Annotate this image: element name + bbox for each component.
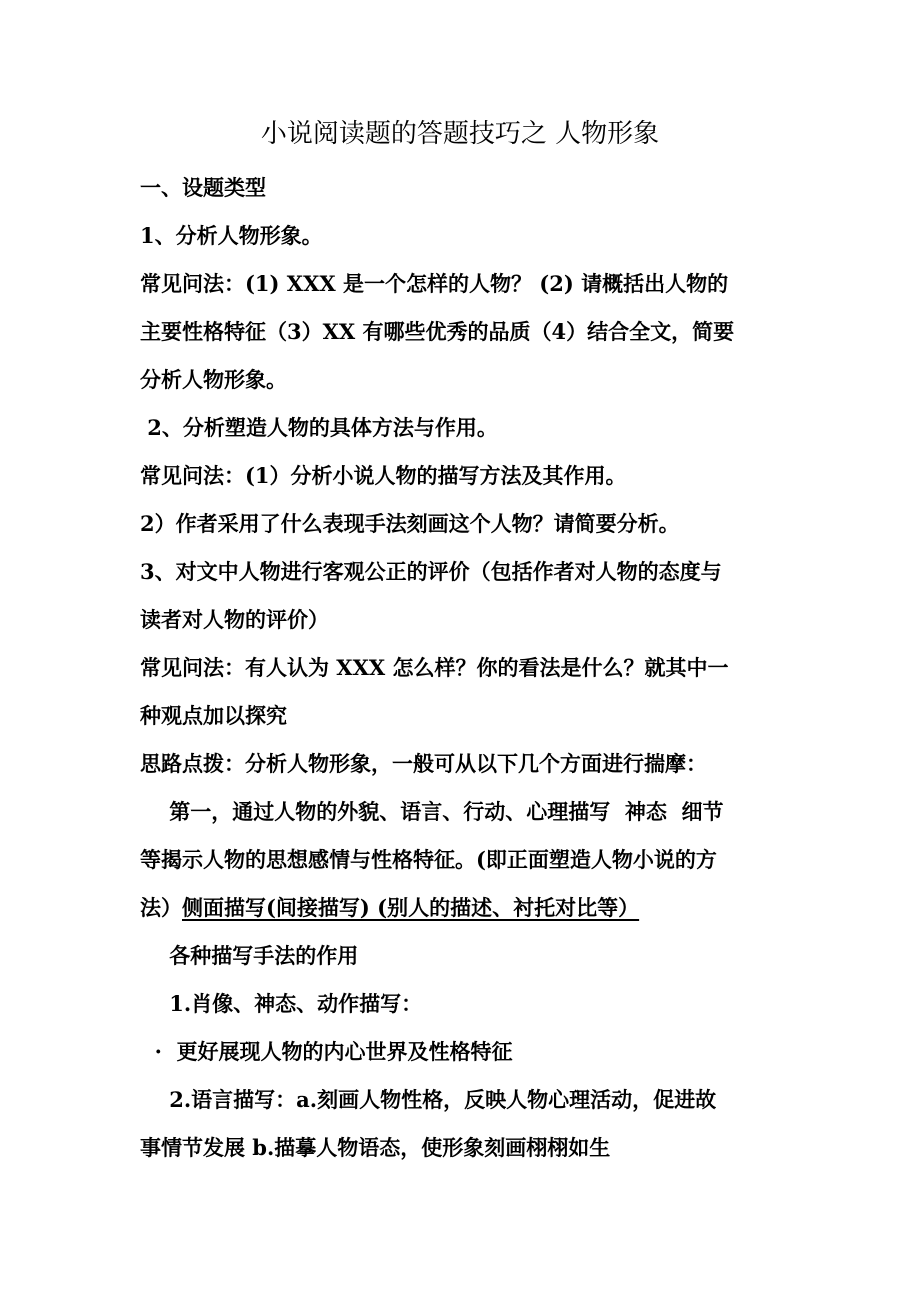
paragraph-line: 读者对人物的评价）	[140, 607, 329, 632]
paragraph-line: 思路点拨：分析人物形象，一般可从以下几个方面进行揣摩：	[140, 751, 707, 776]
paragraph-line: 2）作者采用了什么表现手法刻画这个人物？请简要分析。	[140, 511, 680, 536]
underlined-text: 侧面描写(间接描写) (别人的描述、衬托对比等）	[182, 895, 640, 920]
page-title: 小说阅读题的答题技巧之 人物形象	[260, 119, 660, 149]
paragraph-line: 分析人物形象。	[140, 367, 287, 392]
paragraph-line	[140, 892, 790, 924]
paragraph-line: 第一，通过人物的外貌、语言、行动、心理描写 神态 细节	[140, 799, 724, 824]
list-item: 2.语言描写：a.刻画人物性格，反映人物心理活动，促进故	[140, 1087, 717, 1112]
paragraph-line: 常见问法：(1) XXX 是一个怎样的人物？ (2) 请概括出人物的	[140, 271, 729, 296]
paragraph-text: 法）	[140, 895, 182, 920]
bullet-item: · 更好展现人物的内心世界及性格特征	[140, 1039, 513, 1064]
item-heading-2: 2、分析塑造人物的具体方法与作用。	[140, 415, 498, 440]
paragraph-line: 常见问法：有人认为 XXX 怎么样？你的看法是什么？就其中一	[140, 655, 729, 680]
section-heading: 一、设题类型	[140, 175, 266, 200]
paragraph-line: 等揭示人物的思想感情与性格特征。(即正面塑造人物小说的方	[140, 847, 717, 872]
paragraph-line: 常见问法：(1）分析小说人物的描写方法及其作用。	[140, 463, 627, 488]
paragraph-line: 种观点加以探究	[140, 703, 287, 728]
paragraph-line: 事情节发展 b.描摹人物语态，使形象刻画栩栩如生	[140, 1135, 611, 1160]
list-item: 1.肖像、神态、动作描写：	[140, 991, 423, 1016]
item-heading-3: 3、对文中人物进行客观公正的评价（包括作者对人物的态度与	[140, 559, 722, 584]
paragraph-line: 主要性格特征（3）XX 有哪些优秀的品质（4）结合全文，简要	[140, 319, 735, 344]
subsection-heading: 各种描写手法的作用	[140, 943, 359, 968]
item-heading-1: 1、分析人物形象。	[140, 223, 323, 248]
